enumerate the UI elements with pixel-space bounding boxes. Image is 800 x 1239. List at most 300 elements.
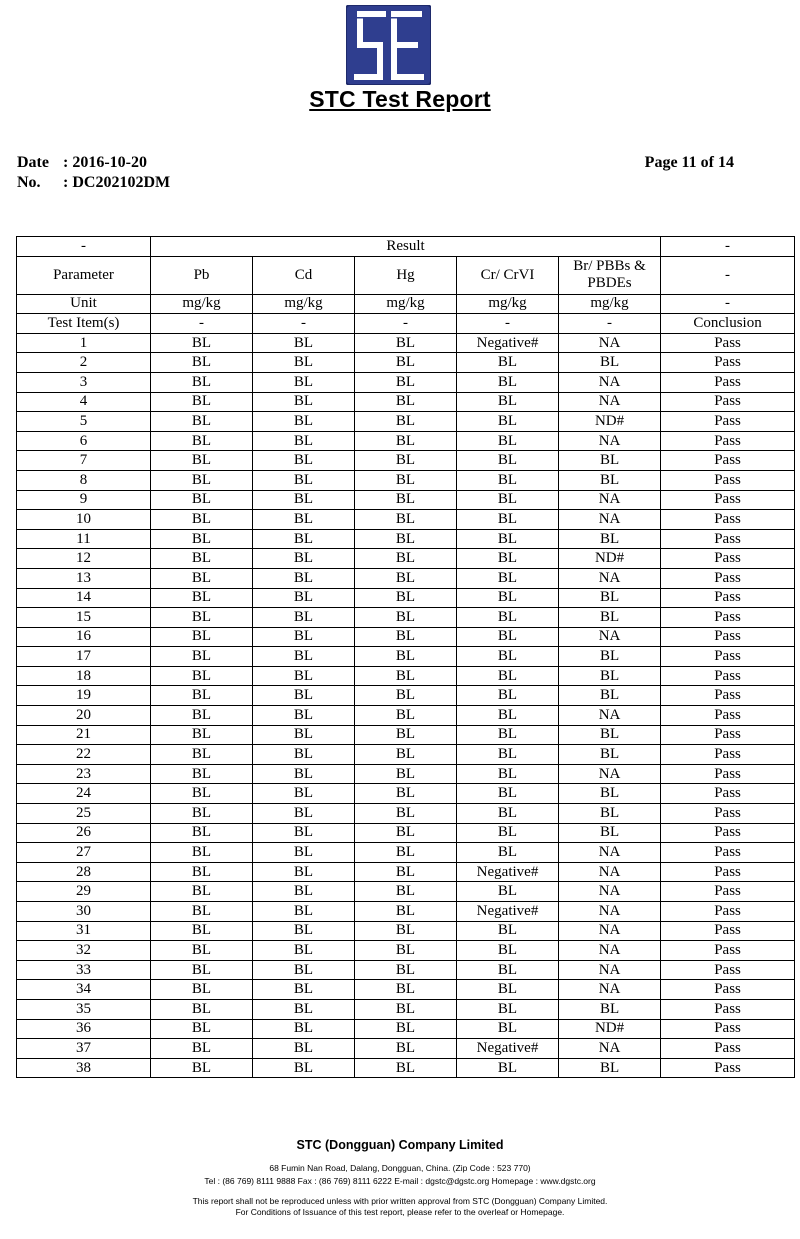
table-cell: BL bbox=[457, 804, 559, 824]
table-cell: mg/kg bbox=[253, 294, 355, 314]
table-cell: Pass bbox=[661, 353, 795, 373]
table-cell: 21 bbox=[17, 725, 151, 745]
table-cell: BL bbox=[151, 862, 253, 882]
table-row bbox=[17, 627, 795, 647]
table-cell: NA bbox=[559, 372, 661, 392]
table-cell: 31 bbox=[17, 921, 151, 941]
table-cell: 5 bbox=[17, 412, 151, 432]
table-cell: BL bbox=[151, 353, 253, 373]
table-cell: - bbox=[661, 294, 795, 314]
table-cell: BL bbox=[253, 823, 355, 843]
table-cell: BL bbox=[253, 470, 355, 490]
table-cell: BL bbox=[457, 647, 559, 667]
table-cell: BL bbox=[151, 627, 253, 647]
table-cell: BL bbox=[151, 568, 253, 588]
table-cell: 19 bbox=[17, 686, 151, 706]
table-cell: BL bbox=[457, 1058, 559, 1078]
table-cell: mg/kg bbox=[457, 294, 559, 314]
table-cell: Pass bbox=[661, 941, 795, 961]
table-cell: BL bbox=[151, 921, 253, 941]
table-row bbox=[17, 647, 795, 667]
table-cell: Pass bbox=[661, 706, 795, 726]
table-cell: BL bbox=[559, 608, 661, 628]
table-cell: Negative# bbox=[457, 1039, 559, 1059]
table-cell: BL bbox=[253, 686, 355, 706]
table-cell: BL bbox=[559, 451, 661, 471]
table-cell: BL bbox=[253, 999, 355, 1019]
table-cell: BL bbox=[355, 686, 457, 706]
table-row bbox=[17, 353, 795, 373]
table-cell: BL bbox=[253, 862, 355, 882]
table-cell: BL bbox=[151, 686, 253, 706]
table-cell: BL bbox=[559, 470, 661, 490]
date-label: Date bbox=[17, 154, 49, 171]
table-cell: BL bbox=[355, 902, 457, 922]
table-cell: BL bbox=[457, 764, 559, 784]
table-cell: BL bbox=[253, 902, 355, 922]
table-cell: Negative# bbox=[457, 862, 559, 882]
stc-logo-icon bbox=[346, 5, 431, 85]
table-cell: BL bbox=[253, 372, 355, 392]
table-cell: BL bbox=[151, 392, 253, 412]
table-cell: BL bbox=[355, 470, 457, 490]
table-row bbox=[17, 372, 795, 392]
table-cell: Pass bbox=[661, 686, 795, 706]
table-header-item-row bbox=[17, 314, 795, 334]
table-cell: BL bbox=[151, 745, 253, 765]
table-cell: Pass bbox=[661, 431, 795, 451]
table-cell: BL bbox=[253, 666, 355, 686]
table-cell: BL bbox=[457, 666, 559, 686]
table-cell: BL bbox=[559, 686, 661, 706]
table-cell: BL bbox=[151, 1019, 253, 1039]
table-cell: 11 bbox=[17, 529, 151, 549]
table-cell: Pass bbox=[661, 627, 795, 647]
table-header-parameter-row bbox=[17, 256, 795, 294]
table-cell: Pass bbox=[661, 412, 795, 432]
table-cell: BL bbox=[457, 921, 559, 941]
table-cell: 32 bbox=[17, 941, 151, 961]
table-cell: NA bbox=[559, 706, 661, 726]
table-cell: 16 bbox=[17, 627, 151, 647]
table-cell: NA bbox=[559, 510, 661, 530]
table-cell: BL bbox=[151, 529, 253, 549]
footer-note: For Conditions of Issuance of this test report, please refer to the overleaf or Homepage. bbox=[235, 1207, 565, 1217]
table-cell: BL bbox=[559, 529, 661, 549]
table-cell: BL bbox=[457, 960, 559, 980]
table-cell: BL bbox=[355, 1058, 457, 1078]
table-row bbox=[17, 1019, 795, 1039]
table-cell: Pass bbox=[661, 647, 795, 667]
table-cell: NA bbox=[559, 431, 661, 451]
table-cell: BL bbox=[151, 647, 253, 667]
table-cell: NA bbox=[559, 960, 661, 980]
table-row bbox=[17, 862, 795, 882]
table-cell: BL bbox=[355, 725, 457, 745]
table-cell: BL bbox=[151, 372, 253, 392]
table-cell: Pass bbox=[661, 804, 795, 824]
table-cell: 33 bbox=[17, 960, 151, 980]
table-cell: Pass bbox=[661, 823, 795, 843]
table-row bbox=[17, 902, 795, 922]
table-cell: BL bbox=[355, 608, 457, 628]
table-cell: Pass bbox=[661, 392, 795, 412]
table-cell: BL bbox=[457, 627, 559, 647]
table-cell: Pass bbox=[661, 843, 795, 863]
table-cell: - bbox=[355, 314, 457, 334]
table-cell: BL bbox=[151, 490, 253, 510]
table-cell: 15 bbox=[17, 608, 151, 628]
table-cell: Pass bbox=[661, 372, 795, 392]
table-cell: BL bbox=[355, 549, 457, 569]
table-cell: Parameter bbox=[17, 256, 151, 294]
table-cell: Pass bbox=[661, 882, 795, 902]
page-number: Page 11 of 14 bbox=[644, 154, 734, 171]
table-cell: BL bbox=[457, 706, 559, 726]
table-cell: Pb bbox=[151, 256, 253, 294]
table-row bbox=[17, 666, 795, 686]
table-cell: 27 bbox=[17, 843, 151, 863]
table-cell: BL bbox=[151, 1058, 253, 1078]
table-cell: BL bbox=[355, 843, 457, 863]
table-cell: 10 bbox=[17, 510, 151, 530]
table-cell: BL bbox=[457, 882, 559, 902]
table-row bbox=[17, 451, 795, 471]
table-cell: NA bbox=[559, 1039, 661, 1059]
table-cell: BL bbox=[355, 882, 457, 902]
table-cell: 6 bbox=[17, 431, 151, 451]
table-cell: BL bbox=[253, 764, 355, 784]
table-row bbox=[17, 549, 795, 569]
table-cell: BL bbox=[457, 784, 559, 804]
table-cell: BL bbox=[253, 588, 355, 608]
table-cell: BL bbox=[559, 745, 661, 765]
table-cell: Pass bbox=[661, 510, 795, 530]
table-cell: BL bbox=[355, 823, 457, 843]
table-cell: BL bbox=[457, 980, 559, 1000]
table-cell: 9 bbox=[17, 490, 151, 510]
table-cell: mg/kg bbox=[151, 294, 253, 314]
table-cell: BL bbox=[253, 706, 355, 726]
table-cell: Pass bbox=[661, 784, 795, 804]
table-cell: BL bbox=[559, 804, 661, 824]
table-cell: - bbox=[457, 314, 559, 334]
table-cell: NA bbox=[559, 843, 661, 863]
table-cell: - bbox=[661, 256, 795, 294]
table-cell: BL bbox=[559, 725, 661, 745]
table-cell: BL bbox=[355, 510, 457, 530]
table-cell: BL bbox=[559, 666, 661, 686]
table-cell: ND# bbox=[559, 412, 661, 432]
table-cell: 13 bbox=[17, 568, 151, 588]
table-cell: BL bbox=[151, 549, 253, 569]
table-cell: BL bbox=[151, 941, 253, 961]
table-cell: BL bbox=[457, 431, 559, 451]
results-table bbox=[16, 236, 795, 1078]
table-cell: BL bbox=[253, 608, 355, 628]
table-cell: BL bbox=[253, 627, 355, 647]
table-cell: BL bbox=[253, 921, 355, 941]
table-row bbox=[17, 608, 795, 628]
table-cell: 25 bbox=[17, 804, 151, 824]
table-cell: Pass bbox=[661, 666, 795, 686]
table-cell: BL bbox=[457, 353, 559, 373]
table-cell: BL bbox=[559, 1058, 661, 1078]
table-cell: BL bbox=[253, 843, 355, 863]
table-cell: Br/ PBBs & PBDEs bbox=[559, 256, 661, 294]
table-row bbox=[17, 470, 795, 490]
table-cell: Pass bbox=[661, 451, 795, 471]
table-cell: BL bbox=[559, 647, 661, 667]
table-cell: - bbox=[559, 314, 661, 334]
table-cell: BL bbox=[151, 902, 253, 922]
table-cell: 17 bbox=[17, 647, 151, 667]
table-cell: Pass bbox=[661, 608, 795, 628]
table-row bbox=[17, 745, 795, 765]
table-cell: NA bbox=[559, 627, 661, 647]
table-row bbox=[17, 941, 795, 961]
table-cell: Pass bbox=[661, 960, 795, 980]
table-cell: BL bbox=[559, 784, 661, 804]
table-cell: BL bbox=[355, 666, 457, 686]
table-cell: Pass bbox=[661, 568, 795, 588]
table-cell: Negative# bbox=[457, 902, 559, 922]
table-cell: 4 bbox=[17, 392, 151, 412]
table-cell: BL bbox=[253, 568, 355, 588]
report-date bbox=[17, 154, 147, 172]
table-cell: BL bbox=[151, 451, 253, 471]
table-cell: 18 bbox=[17, 666, 151, 686]
table-cell: BL bbox=[253, 1039, 355, 1059]
table-cell: BL bbox=[559, 823, 661, 843]
table-cell: BL bbox=[355, 921, 457, 941]
table-cell: NA bbox=[559, 882, 661, 902]
table-cell: BL bbox=[457, 843, 559, 863]
table-cell: BL bbox=[253, 725, 355, 745]
footer-contact: Tel : (86 769) 8111 9888 Fax : (86 769) 8111 6222 E-mail : dgstc@dgstc.org Homepage : www.dgstc.org bbox=[204, 1176, 596, 1186]
table-cell: ND# bbox=[559, 1019, 661, 1039]
table-cell: BL bbox=[355, 451, 457, 471]
table-cell: 24 bbox=[17, 784, 151, 804]
report-title: STC Test Report bbox=[309, 86, 491, 112]
table-cell: 34 bbox=[17, 980, 151, 1000]
table-cell: Pass bbox=[661, 470, 795, 490]
number-label: No. bbox=[17, 174, 41, 191]
table-cell: BL bbox=[457, 588, 559, 608]
table-cell: Unit bbox=[17, 294, 151, 314]
table-cell: BL bbox=[355, 392, 457, 412]
table-row bbox=[17, 412, 795, 432]
table-cell: BL bbox=[151, 588, 253, 608]
table-cell: 8 bbox=[17, 470, 151, 490]
table-cell: Pass bbox=[661, 529, 795, 549]
table-cell: BL bbox=[457, 412, 559, 432]
table-cell: NA bbox=[559, 862, 661, 882]
table-cell: BL bbox=[151, 412, 253, 432]
table-cell: 22 bbox=[17, 745, 151, 765]
table-cell: mg/kg bbox=[355, 294, 457, 314]
table-cell: BL bbox=[253, 451, 355, 471]
table-cell: BL bbox=[253, 647, 355, 667]
table-cell: 38 bbox=[17, 1058, 151, 1078]
table-cell: BL bbox=[355, 784, 457, 804]
table-cell: NA bbox=[559, 902, 661, 922]
table-cell: BL bbox=[457, 549, 559, 569]
table-cell: BL bbox=[151, 431, 253, 451]
table-row bbox=[17, 843, 795, 863]
table-cell: BL bbox=[151, 510, 253, 530]
table-cell: BL bbox=[151, 725, 253, 745]
table-cell: ND# bbox=[559, 549, 661, 569]
table-cell: Pass bbox=[661, 862, 795, 882]
table-cell: Pass bbox=[661, 725, 795, 745]
table-cell: BL bbox=[151, 823, 253, 843]
table-cell: 30 bbox=[17, 902, 151, 922]
table-cell: BL bbox=[253, 882, 355, 902]
table-cell: BL bbox=[151, 999, 253, 1019]
table-cell: BL bbox=[457, 451, 559, 471]
table-cell: Pass bbox=[661, 1019, 795, 1039]
table-cell: BL bbox=[253, 1058, 355, 1078]
table-cell: BL bbox=[457, 392, 559, 412]
table-cell: BL bbox=[151, 608, 253, 628]
table-cell: Pass bbox=[661, 921, 795, 941]
table-cell: BL bbox=[151, 470, 253, 490]
table-cell: BL bbox=[355, 353, 457, 373]
table-cell: Test Item(s) bbox=[17, 314, 151, 334]
table-cell: NA bbox=[559, 392, 661, 412]
table-cell: BL bbox=[253, 412, 355, 432]
table-cell: BL bbox=[151, 980, 253, 1000]
table-row bbox=[17, 510, 795, 530]
table-cell: BL bbox=[253, 804, 355, 824]
table-cell: Negative# bbox=[457, 333, 559, 353]
table-cell: BL bbox=[355, 412, 457, 432]
table-cell: BL bbox=[457, 568, 559, 588]
table-cell: BL bbox=[151, 784, 253, 804]
footer-company: STC (Dongguan) Company Limited bbox=[296, 1138, 504, 1152]
table-cell: 7 bbox=[17, 451, 151, 471]
table-cell: BL bbox=[457, 823, 559, 843]
table-row bbox=[17, 431, 795, 451]
table-cell: BL bbox=[457, 510, 559, 530]
table-cell: Conclusion bbox=[661, 314, 795, 334]
table-cell: BL bbox=[355, 1039, 457, 1059]
table-cell: BL bbox=[253, 392, 355, 412]
table-cell: 35 bbox=[17, 999, 151, 1019]
table-cell: BL bbox=[355, 862, 457, 882]
table-cell: 20 bbox=[17, 706, 151, 726]
table-cell: BL bbox=[355, 960, 457, 980]
table-cell: BL bbox=[457, 529, 559, 549]
table-cell: BL bbox=[457, 686, 559, 706]
table-cell: BL bbox=[253, 353, 355, 373]
stc-logo bbox=[346, 5, 431, 85]
table-row bbox=[17, 333, 795, 353]
table-cell: BL bbox=[559, 353, 661, 373]
table-cell: 26 bbox=[17, 823, 151, 843]
footer-address: 68 Fumin Nan Road, Dalang, Dongguan, China. (Zip Code : 523 770) bbox=[269, 1163, 531, 1173]
table-cell: BL bbox=[253, 333, 355, 353]
table-cell: BL bbox=[253, 941, 355, 961]
table-cell: BL bbox=[355, 999, 457, 1019]
table-cell: BL bbox=[457, 1019, 559, 1039]
table-row bbox=[17, 784, 795, 804]
table-cell: BL bbox=[457, 372, 559, 392]
table-cell: BL bbox=[355, 764, 457, 784]
table-cell: BL bbox=[457, 470, 559, 490]
table-row bbox=[17, 764, 795, 784]
table-cell: BL bbox=[253, 549, 355, 569]
table-cell: Pass bbox=[661, 490, 795, 510]
table-cell: BL bbox=[355, 647, 457, 667]
table-cell: BL bbox=[355, 431, 457, 451]
table-cell: BL bbox=[355, 529, 457, 549]
table-cell: BL bbox=[355, 980, 457, 1000]
table-cell: NA bbox=[559, 941, 661, 961]
table-cell: Pass bbox=[661, 745, 795, 765]
table-cell: BL bbox=[355, 568, 457, 588]
table-cell: Pass bbox=[661, 1058, 795, 1078]
table-cell: BL bbox=[355, 745, 457, 765]
table-row bbox=[17, 568, 795, 588]
table-row bbox=[17, 392, 795, 412]
table-cell: BL bbox=[151, 960, 253, 980]
footer-note: This report shall not be reproduced unless with prior written approval from STC (Dongguan) Company Limited. bbox=[192, 1196, 608, 1206]
table-cell: - bbox=[17, 237, 151, 257]
table-row bbox=[17, 921, 795, 941]
table-cell: BL bbox=[355, 588, 457, 608]
table-row bbox=[17, 823, 795, 843]
table-cell: Pass bbox=[661, 1039, 795, 1059]
table-cell: NA bbox=[559, 980, 661, 1000]
table-cell: 14 bbox=[17, 588, 151, 608]
table-row bbox=[17, 960, 795, 980]
date-value: : 2016-10-20 bbox=[63, 154, 147, 171]
table-cell: Pass bbox=[661, 588, 795, 608]
table-cell: Pass bbox=[661, 999, 795, 1019]
table-row bbox=[17, 490, 795, 510]
table-cell: BL bbox=[457, 725, 559, 745]
table-cell: BL bbox=[559, 588, 661, 608]
table-cell: Hg bbox=[355, 256, 457, 294]
table-row bbox=[17, 804, 795, 824]
table-cell: - bbox=[151, 314, 253, 334]
table-cell: 23 bbox=[17, 764, 151, 784]
table-header-result-row bbox=[17, 237, 795, 257]
table-cell: BL bbox=[355, 941, 457, 961]
table-cell: BL bbox=[355, 372, 457, 392]
table-row bbox=[17, 529, 795, 549]
table-cell: BL bbox=[457, 745, 559, 765]
table-cell: BL bbox=[253, 510, 355, 530]
table-cell: NA bbox=[559, 921, 661, 941]
table-cell: 28 bbox=[17, 862, 151, 882]
table-row bbox=[17, 1039, 795, 1059]
table-cell: BL bbox=[151, 804, 253, 824]
table-cell: BL bbox=[559, 999, 661, 1019]
table-cell: 2 bbox=[17, 353, 151, 373]
table-row bbox=[17, 725, 795, 745]
table-cell: 29 bbox=[17, 882, 151, 902]
table-cell: - bbox=[253, 314, 355, 334]
table-cell: 37 bbox=[17, 1039, 151, 1059]
table-cell: Pass bbox=[661, 764, 795, 784]
number-value: : DC202102DM bbox=[63, 174, 171, 191]
table-cell: BL bbox=[253, 960, 355, 980]
table-cell: BL bbox=[355, 490, 457, 510]
table-cell: NA bbox=[559, 568, 661, 588]
